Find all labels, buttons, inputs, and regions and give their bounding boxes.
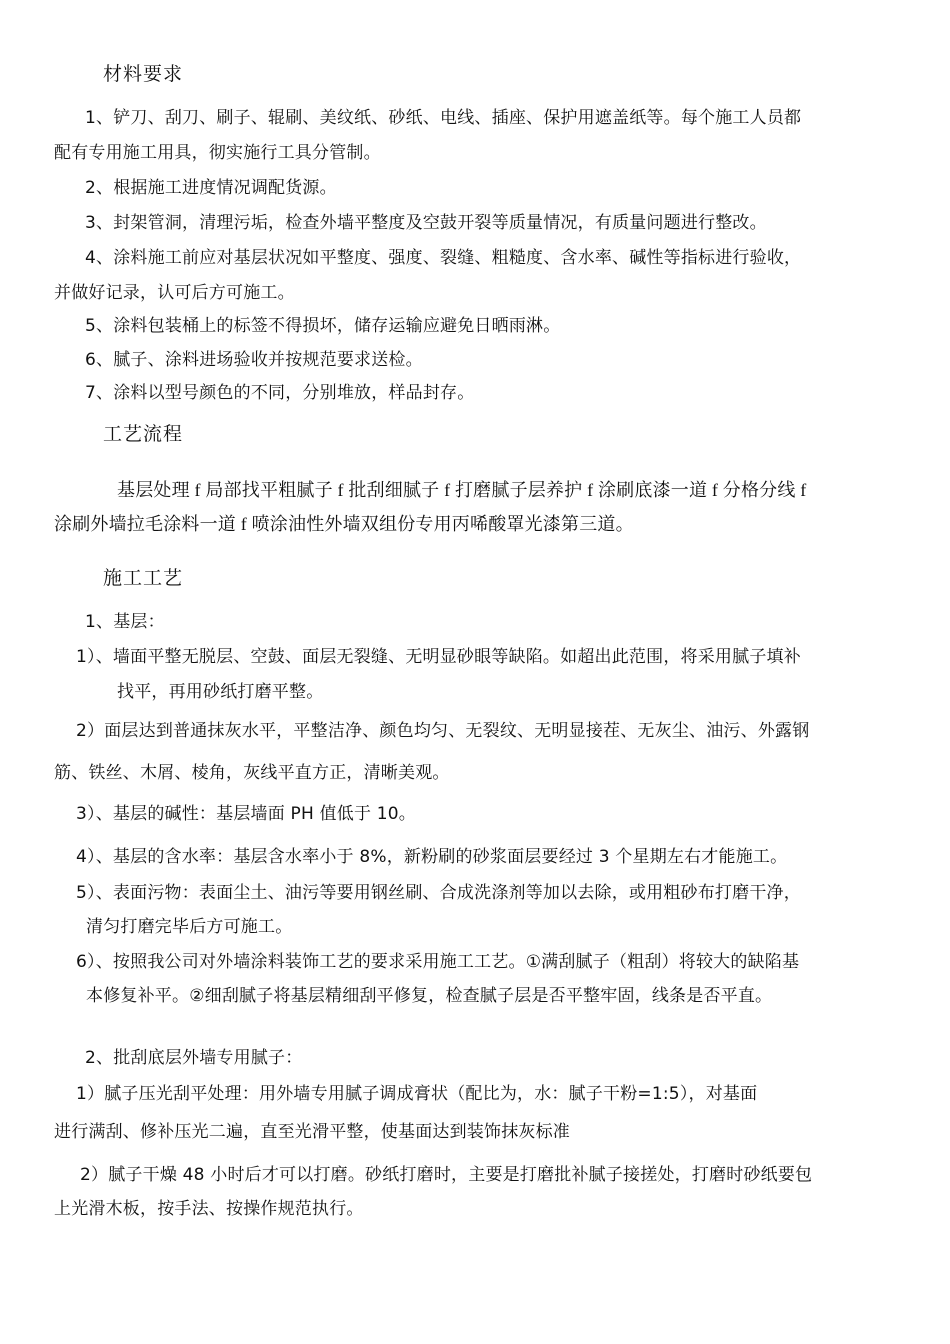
construction-line: 2）面层达到普通抹灰水平，平整洁净、颜色均匀、无裂纹、无明显接茬、无灰尘、油污、外露钢 bbox=[76, 721, 810, 741]
materials-line: 并做好记录，认可后方可施工。 bbox=[54, 283, 295, 303]
section-heading-construction: 施工工艺 bbox=[103, 567, 184, 589]
construction-line: 6）、按照我公司对外墙涂料装饰工艺的要求采用施工工艺。①满刮腻子（粗刮）将较大的缺陷基 bbox=[76, 952, 800, 972]
construction-line: 4）、基层的含水率：基层含水率小于 8%，新粉刷的砂浆面层要经过 3 个星期左右才能施工。 bbox=[76, 847, 788, 867]
process-line: 涂刷外墙拉毛涂料一道 f 喷涂油性外墙双组份专用丙唏酸罩光漆第三道。 bbox=[54, 514, 634, 534]
materials-line: 6、腻子、涂料进场验收并按规范要求送检。 bbox=[85, 350, 423, 370]
section-heading-materials: 材料要求 bbox=[103, 63, 184, 85]
construction-line: 本修复补平。②细刮腻子将基层精细刮平修复，检查腻子层是否平整牢固，线条是否平直。 bbox=[86, 986, 773, 1006]
materials-line: 3、封架管洞，清理污垢，检查外墙平整度及空鼓开裂等质量情况，有质量问题进行整改。 bbox=[85, 213, 767, 233]
construction-line: 3）、基层的碱性：基层墙面 PH 值低于 10。 bbox=[76, 804, 416, 824]
construction-line: 1、基层： bbox=[85, 612, 165, 632]
materials-line: 2、根据施工进度情况调配货源。 bbox=[85, 178, 337, 198]
construction-line: 清匀打磨完毕后方可施工。 bbox=[86, 917, 293, 937]
construction-line: 找平，再用砂纸打磨平整。 bbox=[117, 682, 324, 702]
section-heading-process: 工艺流程 bbox=[103, 423, 184, 445]
materials-line: 5、涂料包装桶上的标签不得损坏，储存运输应避免日晒雨淋。 bbox=[85, 316, 561, 336]
construction-line: 2、批刮底层外墙专用腻子： bbox=[85, 1048, 303, 1068]
construction-line: 进行满刮、修补压光二遍，直至光滑平整，使基面达到装饰抹灰标准 bbox=[54, 1122, 570, 1142]
construction-line: 1）、墙面平整无脱层、空鼓、面层无裂缝、无明显砂眼等缺陷。如超出此范围，将采用腻子填补 bbox=[76, 647, 801, 667]
construction-line: 5）、表面污物：表面尘土、油污等要用钢丝刷、合成洗涤剂等加以去除，或用粗砂布打磨干净， bbox=[76, 883, 801, 903]
materials-line: 1、铲刀、刮刀、刷子、辊刷、美纹纸、砂纸、电线、插座、保护用遮盖纸等。每个施工人员都 bbox=[85, 108, 802, 128]
construction-line: 1）腻子压光刮平处理：用外墙专用腻子调成膏状（配比为，水：腻子干粉=1:5），对基面 bbox=[76, 1084, 758, 1104]
materials-line: 7、涂料以型号颜色的不同，分别堆放，样品封存。 bbox=[85, 383, 475, 403]
construction-line: 筋、铁丝、木屑、棱角，灰线平直方正，清晰美观。 bbox=[54, 763, 450, 783]
process-line: 基层处理 f 局部找平粗腻子 f 批刮细腻子 f 打磨腻子层养护 f 涂刷底漆一道 f 分格分线 f bbox=[117, 480, 807, 500]
materials-line: 4、涂料施工前应对基层状况如平整度、强度、裂缝、粗糙度、含水率、碱性等指标进行验收， bbox=[85, 248, 802, 268]
construction-line: 2）腻子干燥 48 小时后才可以打磨。砂纸打磨时，主要是打磨批补腻子接搓处，打磨时砂纸要包 bbox=[80, 1165, 813, 1185]
construction-line: 上光滑木板，按手法、按操作规范执行。 bbox=[54, 1199, 364, 1219]
materials-line: 配有专用施工用具，彻实施行工具分管制。 bbox=[54, 143, 381, 163]
